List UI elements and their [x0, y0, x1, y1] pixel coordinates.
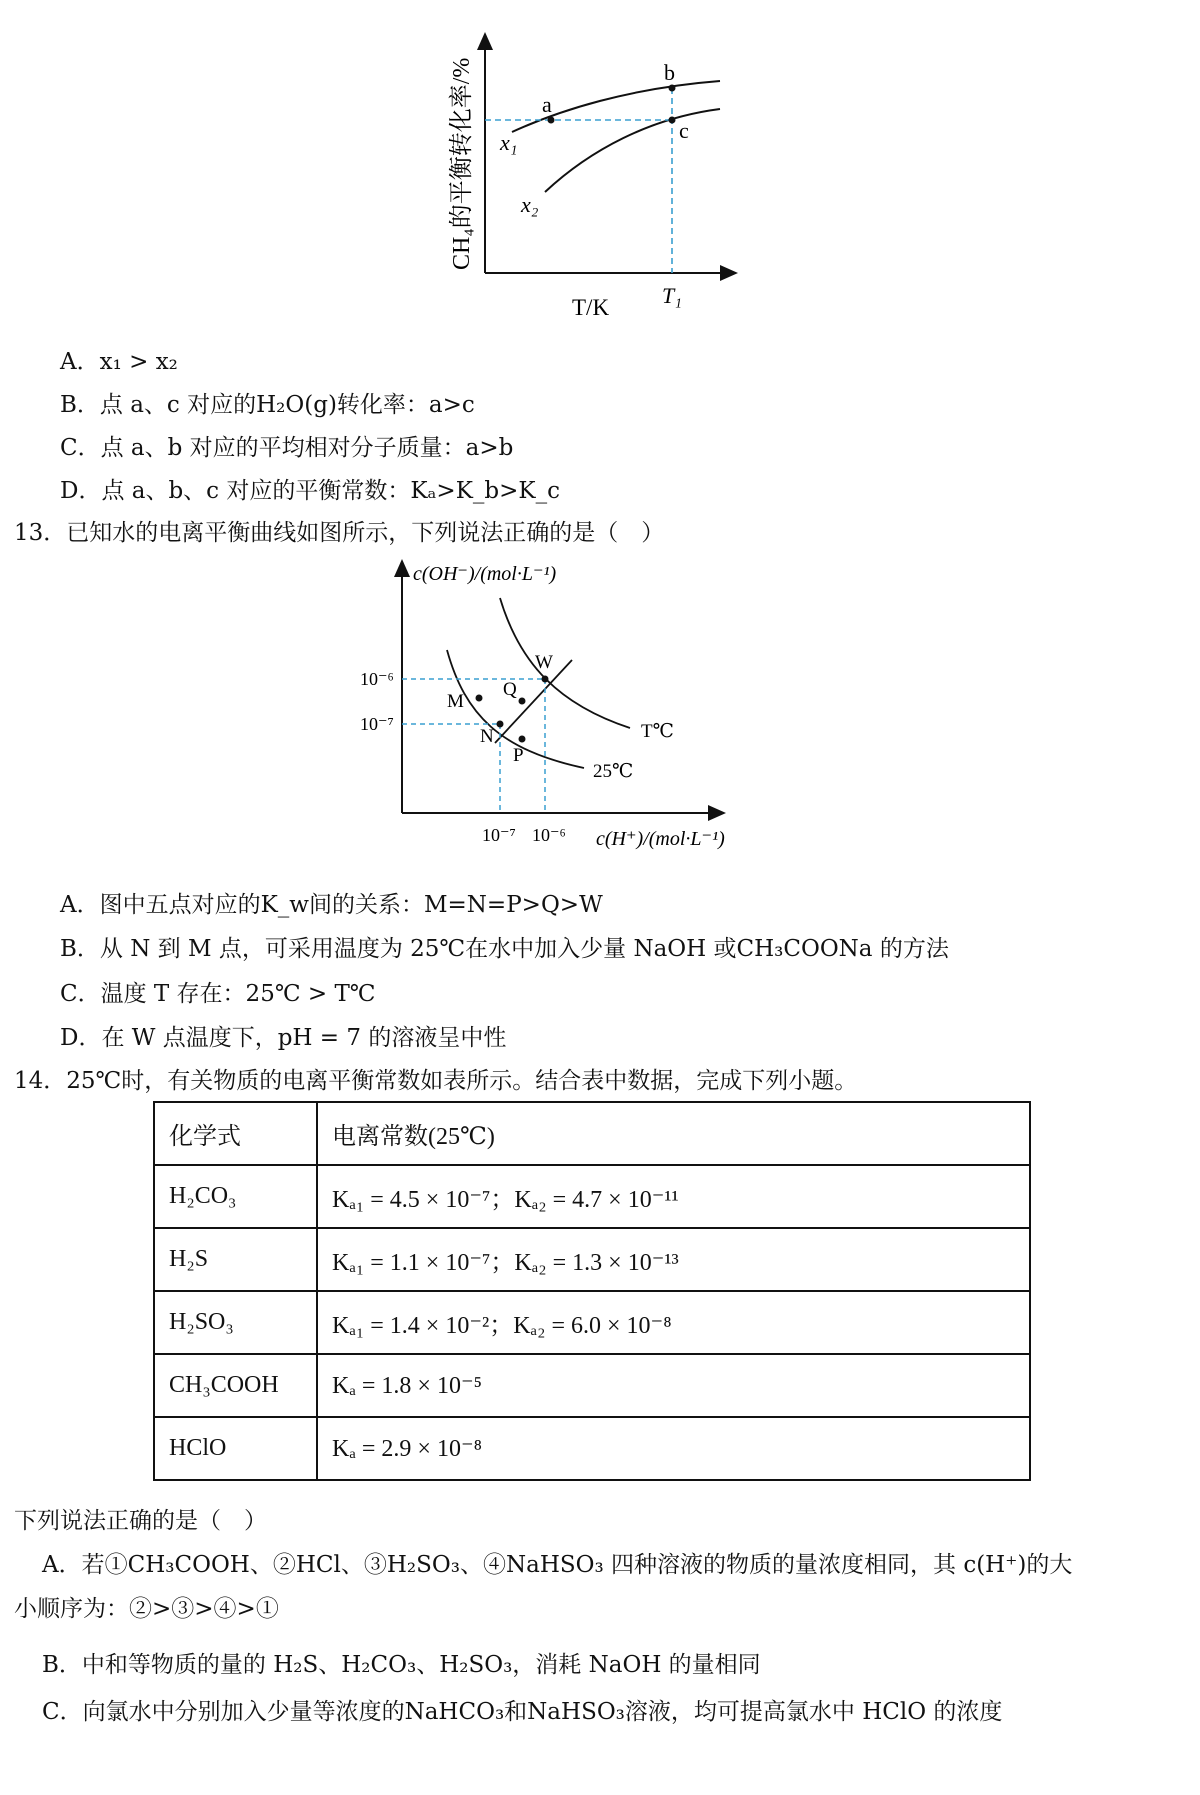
- q12-option-d: D．点 a、b、c 对应的平衡常数：Kₐ>K_b>K_c: [60, 478, 560, 504]
- water-ionization-svg: [0, 555, 1200, 855]
- x-axis-label: c(H⁺)/(mol·L⁻¹): [596, 828, 725, 850]
- table-cell-formula: H₂SO₃: [154, 1291, 317, 1354]
- table-row: [154, 1165, 1030, 1228]
- q14-option-b: B．中和等物质的量的 H₂S、H₂CO₃、H₂SO₃，消耗 NaOH 的量相同: [42, 1652, 761, 1678]
- table-cell-formula: H₂S: [154, 1228, 317, 1291]
- q12-option-c: C．点 a、b 对应的平均相对分子质量：a>b: [60, 435, 514, 461]
- curve-T: [500, 598, 630, 728]
- x-axis-label: T/K: [572, 295, 610, 320]
- table-cell-constant: Kₐ = 2.9 × 10⁻⁸: [317, 1417, 1030, 1480]
- table-cell-formula: H₂CO₃: [154, 1165, 317, 1228]
- water-ionization-chart: [0, 555, 1200, 855]
- x-tick-1e-7: 10⁻⁷: [482, 825, 516, 845]
- point-W: [542, 676, 549, 683]
- label-W: W: [535, 652, 553, 673]
- ch4-conversion-svg: [0, 0, 1200, 330]
- y-tick-1e-6: 10⁻⁶: [360, 669, 394, 689]
- curve-label-T: T℃: [641, 721, 674, 742]
- q14-option-c: C．向氯水中分别加入少量等浓度的NaHCO₃和NaHSO₃溶液，均可提高氯水中 HClO 的浓度: [42, 1699, 1003, 1725]
- table-row: [154, 1354, 1030, 1417]
- q13-option-a: A．图中五点对应的K_w间的关系：M=N=P>Q>W: [60, 892, 603, 918]
- table-header-constant: 电离常数(25℃): [317, 1102, 1030, 1165]
- q13-option-c: C．温度 T 存在：25℃ > T℃: [60, 981, 376, 1007]
- point-P: [519, 736, 526, 743]
- point-N: [497, 721, 504, 728]
- label-c: c: [679, 118, 689, 143]
- q13-option-b: B．从 N 到 M 点，可采用温度为 25℃在水中加入少量 NaOH 或CH₃COONa 的方法: [60, 936, 949, 962]
- ionization-constants-table: [153, 1101, 1031, 1481]
- q13-stem: 13．已知水的电离平衡曲线如图所示，下列说法正确的是（ ）: [14, 520, 665, 546]
- y-tick-1e-7: 10⁻⁷: [360, 714, 394, 734]
- label-a: a: [542, 92, 552, 117]
- q12-option-b: B．点 a、c 对应的H₂O(g)转化率：a>c: [60, 392, 475, 418]
- q14-option-a-line2: 小顺序为：②>③>④>①: [14, 1596, 279, 1622]
- table-row: [154, 1291, 1030, 1354]
- tick-T1: T₁: [662, 283, 682, 308]
- table-cell-formula: HClO: [154, 1417, 317, 1480]
- table-cell-constant: Kₐ₁ = 1.4 × 10⁻²；Kₐ₂ = 6.0 × 10⁻⁸: [317, 1291, 1030, 1354]
- label-M: M: [447, 691, 464, 712]
- point-Q: [519, 698, 526, 705]
- point-M: [476, 695, 483, 702]
- y-axis-label: c(OH⁻)/(mol·L⁻¹): [413, 563, 557, 585]
- label-N: N: [480, 726, 494, 747]
- table-cell-formula: CH₃COOH: [154, 1354, 317, 1417]
- point-a: [548, 117, 555, 124]
- neutral-line: [495, 660, 572, 743]
- ch4-conversion-chart: [0, 0, 1200, 330]
- label-b: b: [664, 60, 675, 85]
- q14-prompt: 下列说法正确的是（ ）: [14, 1508, 267, 1534]
- table-row: [154, 1228, 1030, 1291]
- curve-x2: [545, 109, 720, 192]
- point-c: [669, 117, 676, 124]
- point-b: [669, 85, 676, 92]
- curve-label-x1: x₁: [500, 130, 518, 155]
- label-Q: Q: [503, 679, 517, 700]
- q12-option-a: A．x₁ > x₂: [60, 349, 178, 375]
- q13-option-d: D．在 W 点温度下，pH = 7 的溶液呈中性: [60, 1025, 507, 1051]
- label-P: P: [513, 745, 524, 766]
- q14-stem: 14．25℃时，有关物质的电离平衡常数如表所示。结合表中数据，完成下列小题。: [14, 1068, 858, 1094]
- table-header-formula: 化学式: [154, 1102, 317, 1165]
- table-header-row: [154, 1102, 1030, 1165]
- q14-option-a-line1: A．若①CH₃COOH、②HCl、③H₂SO₃、④NaHSO₃ 四种溶液的物质的量浓度相同，其 c(H⁺)的大: [42, 1552, 1073, 1578]
- table-row: [154, 1417, 1030, 1480]
- y-axis-label: CH₄的平衡转化率/%: [449, 57, 475, 270]
- table-cell-constant: Kₐ₁ = 1.1 × 10⁻⁷；Kₐ₂ = 1.3 × 10⁻¹³: [317, 1228, 1030, 1291]
- curve-label-x2: x₂: [521, 192, 539, 217]
- table-cell-constant: Kₐ₁ = 4.5 × 10⁻⁷；Kₐ₂ = 4.7 × 10⁻¹¹: [317, 1165, 1030, 1228]
- table-cell-constant: Kₐ = 1.8 × 10⁻⁵: [317, 1354, 1030, 1417]
- curve-label-25C: 25℃: [593, 761, 634, 782]
- x-tick-1e-6: 10⁻⁶: [532, 825, 566, 845]
